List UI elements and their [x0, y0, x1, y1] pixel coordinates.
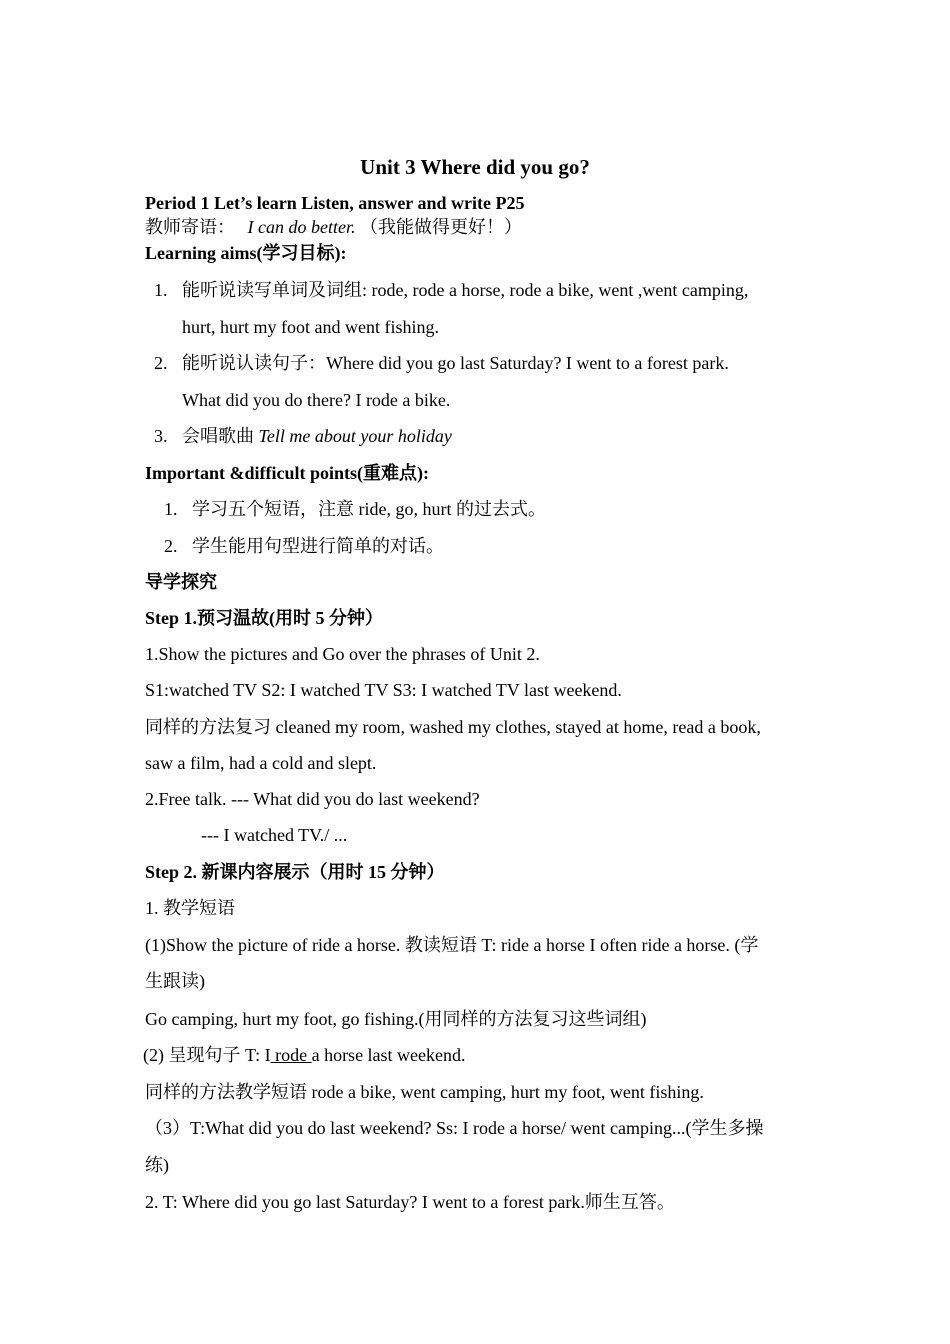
aim-2: 2. 能听说认读句子：Where did you go last Saturday? I went to a forest park. [154, 353, 729, 373]
step1-line: saw a film, had a cold and slept. [145, 753, 377, 773]
step1-line: 1.Show the pictures and Go over the phrases of Unit 2. [145, 644, 540, 664]
step2-heading: Step 2. 新课内容展示（用时 15 分钟） [145, 862, 445, 882]
step2-line: Go camping, hurt my foot, go fishing.(用同样的方法复习这些词组) [145, 1009, 647, 1029]
underlined-word: rode [270, 1045, 312, 1065]
step2-line: 1. 教学短语 [145, 898, 235, 918]
guide-heading: 导学探究 [145, 572, 217, 592]
step2-line: 2. T: Where did you go last Saturday? I went to a forest park.师生互答。 [145, 1192, 675, 1212]
point-2: 2. 学生能用句型进行简单的对话。 [164, 536, 444, 556]
step1-line: S1:watched TV S2: I watched TV S3: I watched TV last weekend. [145, 680, 622, 700]
aims-heading: Learning aims(学习目标): [145, 243, 347, 263]
point-1: 1. 学习五个短语，注意 ride, go, hurt 的过去式。 [164, 499, 546, 519]
aim-2-continued: What did you do there? I rode a bike. [182, 390, 451, 410]
step2-sentence: (2) 呈现句子 T: I rode a horse last weekend. [143, 1045, 466, 1065]
motto-translation: （我能做得更好！） [359, 217, 522, 237]
step1-line: --- I watched TV./ ... [201, 825, 348, 845]
motto-label: 教师寄语： [145, 217, 235, 237]
page-title: Unit 3 Where did you go? [360, 155, 590, 179]
period-line: Period 1 Let’s learn Listen, answer and write P25 [145, 193, 525, 213]
step2-line: 生跟读) [145, 971, 205, 991]
aim-3: 3. 会唱歌曲 Tell me about your holiday [154, 426, 452, 446]
song-title: Tell me about your holiday [258, 426, 452, 446]
step1-line: 同样的方法复习 cleaned my room, washed my clothes, stayed at home, read a book, [145, 717, 761, 737]
aim-1: 1. 能听说读写单词及词组: rode, rode a horse, rode a bike, went ,went camping, [154, 280, 749, 300]
step1-heading: Step 1.预习温故(用时 5 分钟） [145, 608, 383, 628]
aim-1-continued: hurt, hurt my foot and went fishing. [182, 317, 439, 337]
step2-line: 练) [145, 1155, 169, 1175]
step2-line: （3）T:What did you do last weekend? Ss: I rode a horse/ went camping...(学生多操 [145, 1118, 764, 1138]
step2-line: 同样的方法教学短语 rode a bike, went camping, hurt my foot, went fishing. [145, 1082, 704, 1102]
step1-line: 2.Free talk. --- What did you do last weekend? [145, 789, 480, 809]
teacher-motto [145, 216, 522, 238]
step2-line: (1)Show the picture of ride a horse. 教读短语 T: ride a horse I often ride a horse. (学 [145, 935, 759, 955]
important-heading: Important &difficult points(重难点): [145, 463, 429, 483]
motto-quote: I can do better. [247, 217, 356, 237]
